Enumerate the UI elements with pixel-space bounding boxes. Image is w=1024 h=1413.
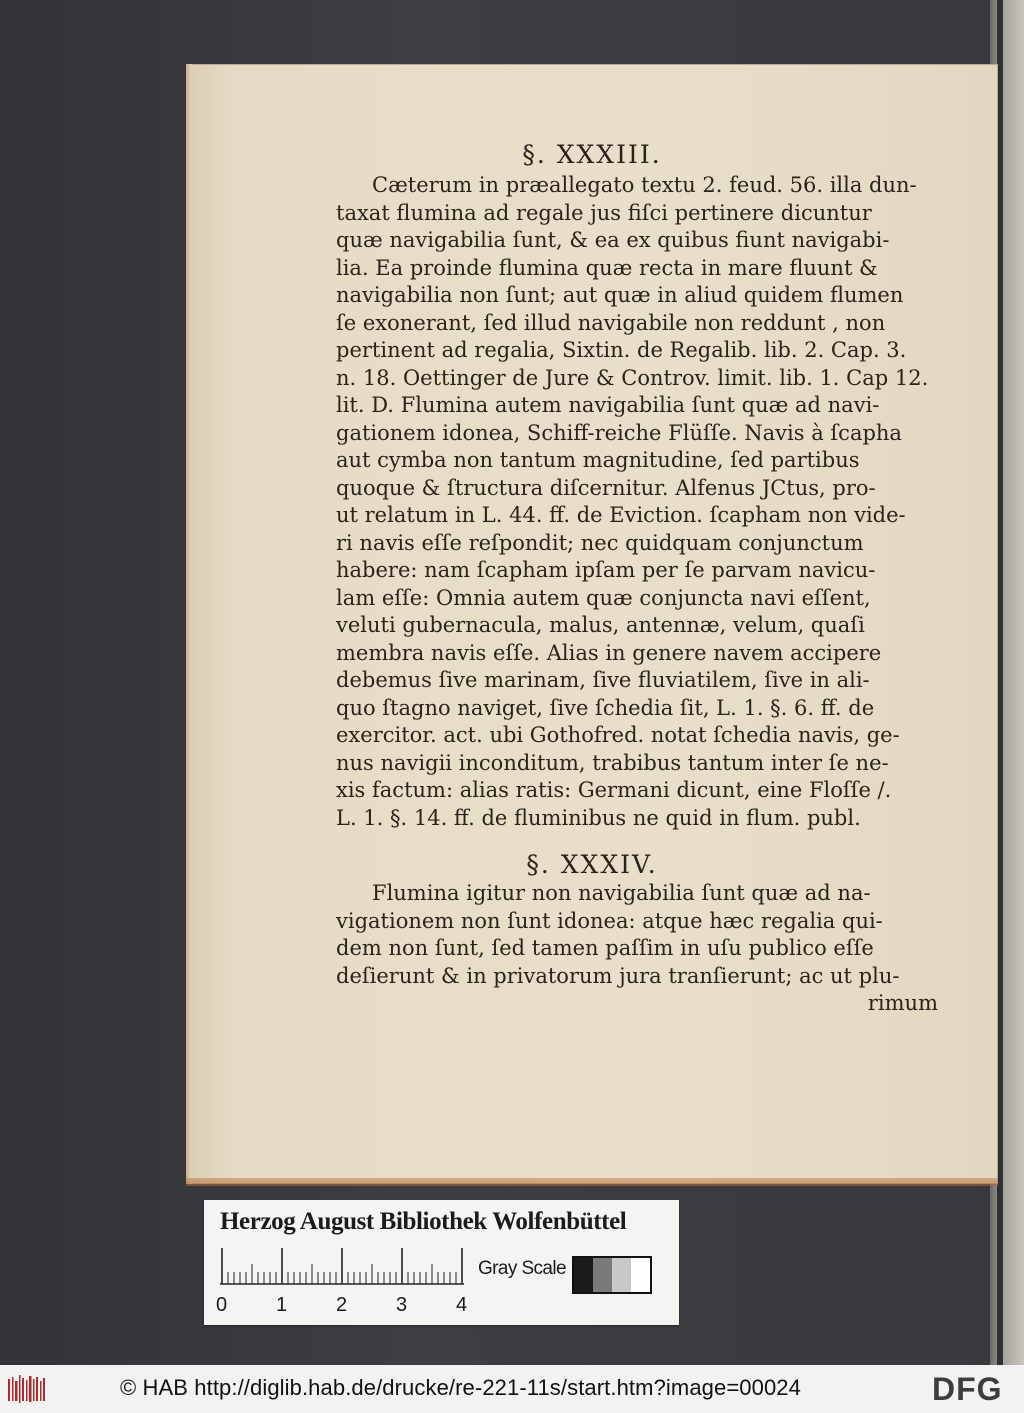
text-line: n. 18. Oettinger de Jure & Controv. limit. lib. 1. Cap 12. <box>336 365 929 390</box>
ruler-number: 1 <box>276 1294 288 1316</box>
text-line: quæ navigabilia ſunt, & ea ex quibus fiunt navigabi- <box>336 228 890 252</box>
text-line: L. 1. §. 14. ff. de fluminibus ne quid in flum. publ. <box>336 805 861 830</box>
grayscale-label: Gray Scale <box>478 1258 566 1279</box>
barcode-icon <box>8 1375 46 1403</box>
text-line: ri navis eſſe reſpondit; nec quidquam conjunctum <box>336 530 864 555</box>
text-line: dem non ſunt, ſed tamen paſſim in uſu publico eſſe <box>336 936 874 960</box>
text-line: gationem idonea, Schiff-reiche Flüſſe. Navis à ſcapha <box>336 420 902 445</box>
library-color-card <box>204 1200 679 1325</box>
grayscale-swatch <box>572 1256 652 1294</box>
page-bottom-edge <box>186 1178 998 1186</box>
text-line: lia. Ea proinde flumina quæ recta in mare fluunt & <box>336 255 878 280</box>
text-line: Cæterum in præallegato textu 2. feud. 56. illa dun- <box>372 173 917 197</box>
text-line: ſe exonerant, ſed illud navigabile non reddunt , non <box>336 310 886 335</box>
text-line: ut relatum in L. 44. ff. de Eviction. ſcapham non vide- <box>336 503 906 527</box>
book-page <box>186 64 998 1184</box>
text-line: lit. D. Flumina autem navigabilia ſunt quæ ad navi- <box>336 393 880 417</box>
ruler-number: 2 <box>336 1294 348 1316</box>
section-heading-xxxiii: §. XXXIII. <box>522 140 662 169</box>
library-name: Herzog August Bibliothek Wolfenbüttel <box>220 1208 627 1235</box>
text-line: taxat flumina ad regale jus fiſci pertinere dicuntur <box>336 200 872 225</box>
text-line: membra navis eſſe. Alias in genere navem accipere <box>336 640 882 665</box>
swatch-cell <box>612 1258 631 1292</box>
text-line: Flumina igitur non navigabilia ſunt quæ ad na- <box>372 881 871 905</box>
text-line: pertinent ad regalia, Sixtin. de Regalib. lib. 2. Cap. 3. <box>336 338 907 362</box>
text-line: navigabilia non ſunt; aut quæ in aliud quidem flumen <box>336 283 904 307</box>
swatch-cell <box>574 1258 593 1292</box>
text-line: veluti gubernacula, malus, antennæ, velum, quaſi <box>336 613 865 637</box>
text-line: exercitor. act. ubi Gothofred. notat ſchedia navis, ge- <box>336 723 900 747</box>
catchword-row <box>336 990 938 1018</box>
section-heading-xxxiv: §. XXXIV. <box>526 850 658 879</box>
ruler-number: 0 <box>216 1294 228 1316</box>
text-line: quo ſtagno naviget, ſive ſchedia ſit, L. 1. §. 6. ff. de <box>336 695 875 720</box>
catchword: rimum <box>867 991 938 1015</box>
paragraph-1 <box>336 172 938 832</box>
swatch-cell <box>631 1258 650 1292</box>
text-line: aut cymba non tantum magnitudine, ſed partibus <box>336 448 860 472</box>
footer-copyright-url: © HAB http://diglib.hab.de/drucke/re-221-11s/start.htm?image=00024 <box>120 1375 801 1400</box>
ruler-number: 3 <box>396 1294 408 1316</box>
ruler-scale <box>220 1248 464 1288</box>
footer-bar <box>0 1365 1024 1413</box>
text-line: deſierunt & in privatorum jura tranſierunt; ac ut plu- <box>336 963 900 988</box>
text-line: xis factum: alias ratis: Germani dicunt, eine Floſſe /. <box>336 778 892 802</box>
ruler-numbers <box>216 1294 476 1318</box>
text-line: nus navigii inconditum, trabibus tantum inter ſe ne- <box>336 750 889 775</box>
text-line: habere: nam ſcapham ipſam per ſe parvam navicu- <box>336 558 876 582</box>
paragraph-2 <box>336 880 938 990</box>
dfg-logo: DFG <box>932 1371 1003 1407</box>
swatch-cell <box>593 1258 612 1292</box>
page-left-edge <box>186 64 192 1184</box>
text-line: lam eſſe: Omnia autem quæ conjuncta navi eſſent, <box>336 585 871 610</box>
text-line: vigationem non ſunt idonea: atque hæc regalia qui- <box>336 908 883 933</box>
text-line: debemus ſive marinam, ſive fluviatilem, ſive in ali- <box>336 668 870 692</box>
text-line: quoque & ſtructura diſcernitur. Alfenus JCtus, pro- <box>336 475 876 500</box>
ruler-number: 4 <box>456 1294 468 1316</box>
